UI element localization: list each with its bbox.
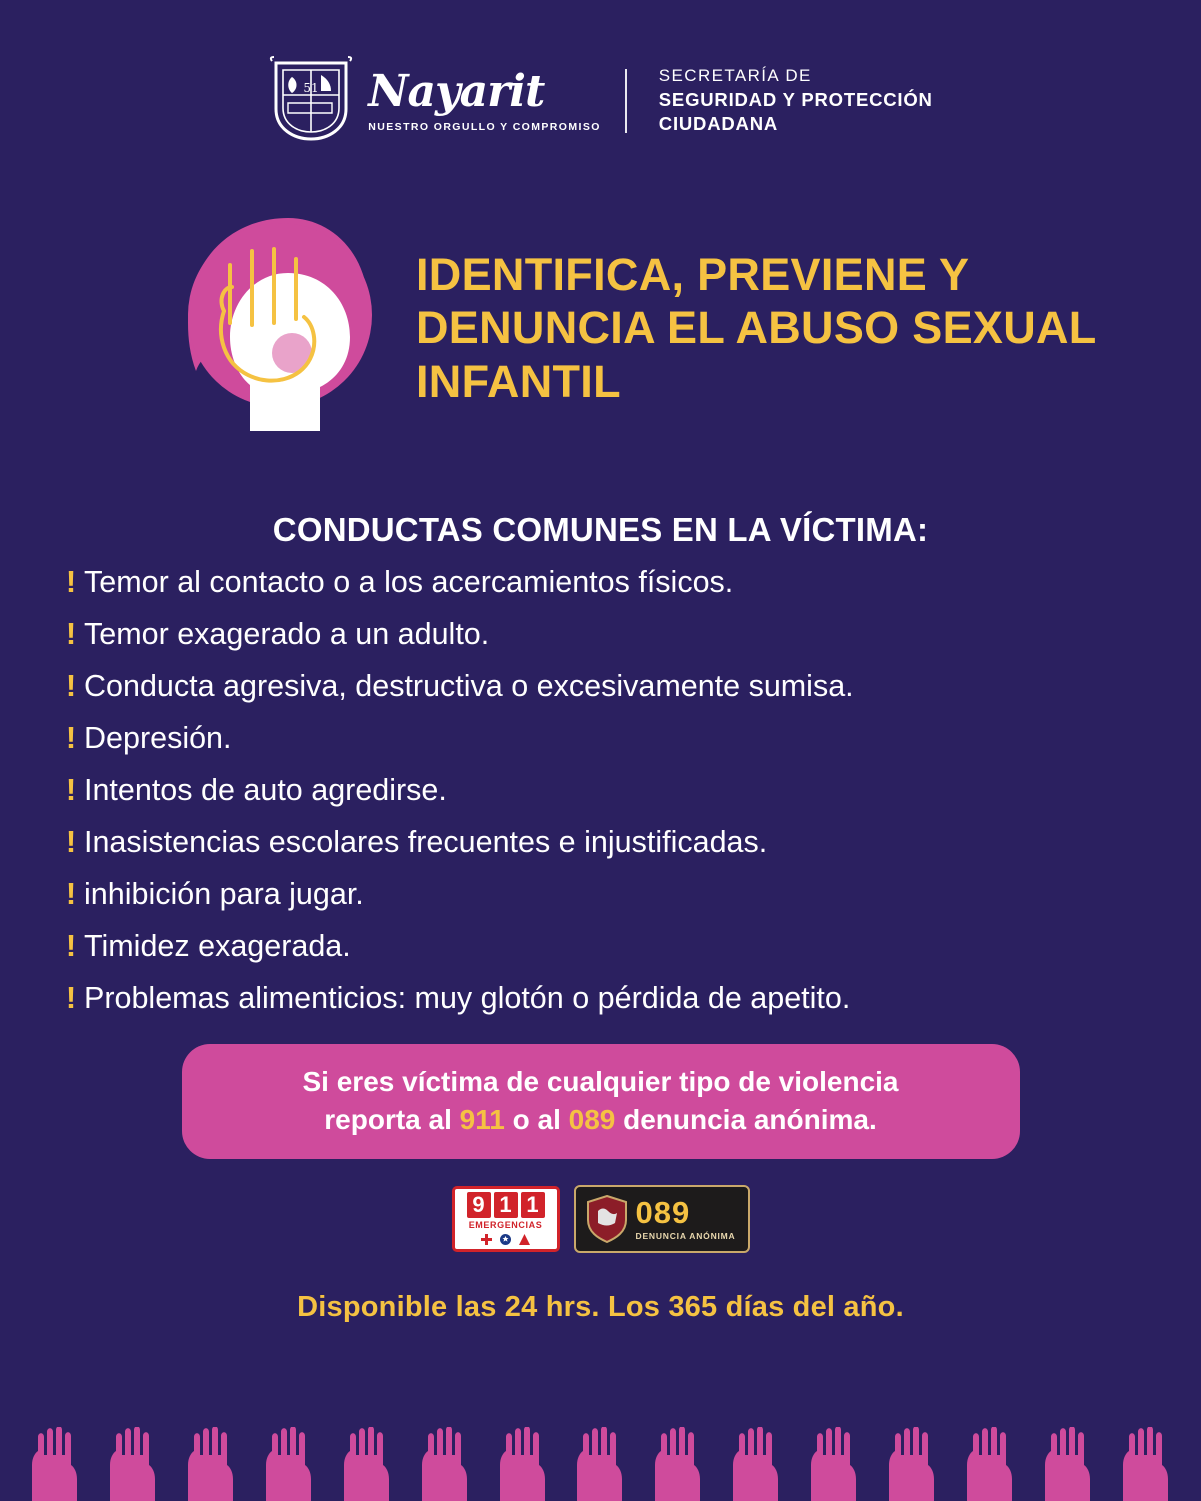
pink-hand-icon xyxy=(416,1427,474,1501)
brand-name: Nayarit xyxy=(368,65,545,117)
secretaria-line-2: SEGURIDAD Y PROTECCIÓN xyxy=(658,88,933,110)
hands-footer-strip xyxy=(0,1409,1201,1501)
exclamation-icon: ! xyxy=(65,668,77,704)
list-item-label: Conducta agresiva, destructiva o excesivamente sumisa. xyxy=(84,669,854,704)
list-item xyxy=(58,927,1149,966)
svg-text:51: 51 xyxy=(303,81,319,95)
callout-line2-mid: o al xyxy=(504,1103,569,1135)
pink-hand-icon xyxy=(104,1427,162,1501)
list-item-label: Depresión. xyxy=(84,721,232,756)
callout-line2-pre: reporta al xyxy=(324,1103,460,1135)
medical-cross-icon xyxy=(480,1233,493,1246)
089-text-block xyxy=(635,1194,736,1241)
brand-tagline: NUESTRO ORGULLO Y COMPROMISO xyxy=(368,120,601,133)
fire-department-icon xyxy=(518,1233,531,1246)
list-item-label: Timidez exagerada. xyxy=(84,929,351,964)
header xyxy=(0,0,1201,147)
secretaria-line-1: SECRETARÍA DE xyxy=(658,66,812,86)
911-service-icons xyxy=(480,1233,531,1246)
exclamation-icon: ! xyxy=(65,824,77,860)
pink-hand-icon xyxy=(649,1427,707,1501)
section-title: CONDUCTAS COMUNES EN LA VÍCTIMA: xyxy=(272,511,929,548)
pink-hand-icon xyxy=(883,1427,941,1501)
list-item-label: Inasistencias escolares frecuentes e injustificadas. xyxy=(84,825,768,860)
pink-hand-icon xyxy=(1039,1427,1097,1501)
page-title: IDENTIFICA, PREVIENE Y DENUNCIA EL ABUSO SEXUAL INFANTIL xyxy=(416,248,1096,407)
list-item xyxy=(58,667,1149,706)
list-item xyxy=(58,875,1149,914)
exclamation-icon: ! xyxy=(65,876,77,912)
pink-hand-icon xyxy=(338,1427,396,1501)
anonymous-number-089: 089 xyxy=(568,1103,616,1135)
911-digit-3: 1 xyxy=(521,1192,545,1218)
pink-hand-icon xyxy=(182,1427,240,1501)
exclamation-icon: ! xyxy=(65,980,77,1016)
list-item-label: Intentos de auto agredirse. xyxy=(84,773,447,808)
list-item xyxy=(58,719,1149,758)
exclamation-icon: ! xyxy=(65,720,77,756)
911-label: EMERGENCIAS xyxy=(468,1220,543,1231)
list-item xyxy=(58,563,1149,602)
pink-hand-icon xyxy=(26,1427,84,1501)
child-silhouette-with-hand-icon xyxy=(168,203,398,453)
pink-hand-icon xyxy=(805,1427,863,1501)
list-item-label: Temor exagerado a un adulto. xyxy=(84,617,490,652)
list-item xyxy=(58,979,1149,1018)
911-digits xyxy=(467,1192,545,1218)
exclamation-icon: ! xyxy=(65,616,77,652)
report-callout xyxy=(182,1044,1020,1158)
brand-block xyxy=(368,65,601,133)
hero xyxy=(0,203,1201,453)
list-item xyxy=(58,771,1149,810)
list-item xyxy=(58,823,1149,862)
911-digit-1: 9 xyxy=(467,1192,491,1218)
pink-hand-icon xyxy=(1117,1427,1175,1501)
exclamation-icon: ! xyxy=(65,564,77,599)
list-item xyxy=(58,615,1149,654)
list-item-label: inhibición para jugar. xyxy=(84,877,364,912)
callout-line2-post: denuncia anónima. xyxy=(615,1103,877,1135)
police-badge-icon xyxy=(499,1233,512,1246)
secretaria-line-3: CIUDADANA xyxy=(658,113,779,135)
availability-text: Disponible las 24 hrs. Los 365 días del año. xyxy=(297,1290,904,1323)
behaviors-list xyxy=(0,563,1201,1018)
nayarit-state-shield-icon xyxy=(268,55,354,147)
callout-line-1: Si eres víctima de cualquier tipo de violencia xyxy=(302,1066,899,1098)
089-number: 089 xyxy=(635,1194,691,1230)
911-digit-2: 1 xyxy=(494,1192,518,1218)
pink-hand-icon xyxy=(571,1427,629,1501)
emergency-number-911: 911 xyxy=(459,1103,505,1135)
exclamation-icon: ! xyxy=(65,772,77,808)
pink-hand-icon xyxy=(494,1427,552,1501)
pink-hand-icon xyxy=(727,1427,785,1501)
pink-hand-icon xyxy=(961,1427,1019,1501)
089-shield-icon xyxy=(586,1195,628,1243)
header-divider xyxy=(625,69,627,133)
secretaria-title xyxy=(659,65,933,136)
911-emergency-badge-icon xyxy=(452,1186,560,1252)
list-item-label: Temor al contacto o a los acercamientos físicos. xyxy=(84,565,734,599)
callout-line-2 xyxy=(202,1101,1000,1138)
emergency-badges xyxy=(0,1185,1201,1253)
089-anonymous-report-badge-icon xyxy=(574,1185,750,1253)
pink-hand-icon xyxy=(260,1427,318,1501)
list-item-label: Problemas alimenticios: muy glotón o pérdida de apetito. xyxy=(84,981,851,1016)
exclamation-icon: ! xyxy=(65,928,77,964)
089-label: DENUNCIA ANÓNIMA xyxy=(635,1230,736,1241)
